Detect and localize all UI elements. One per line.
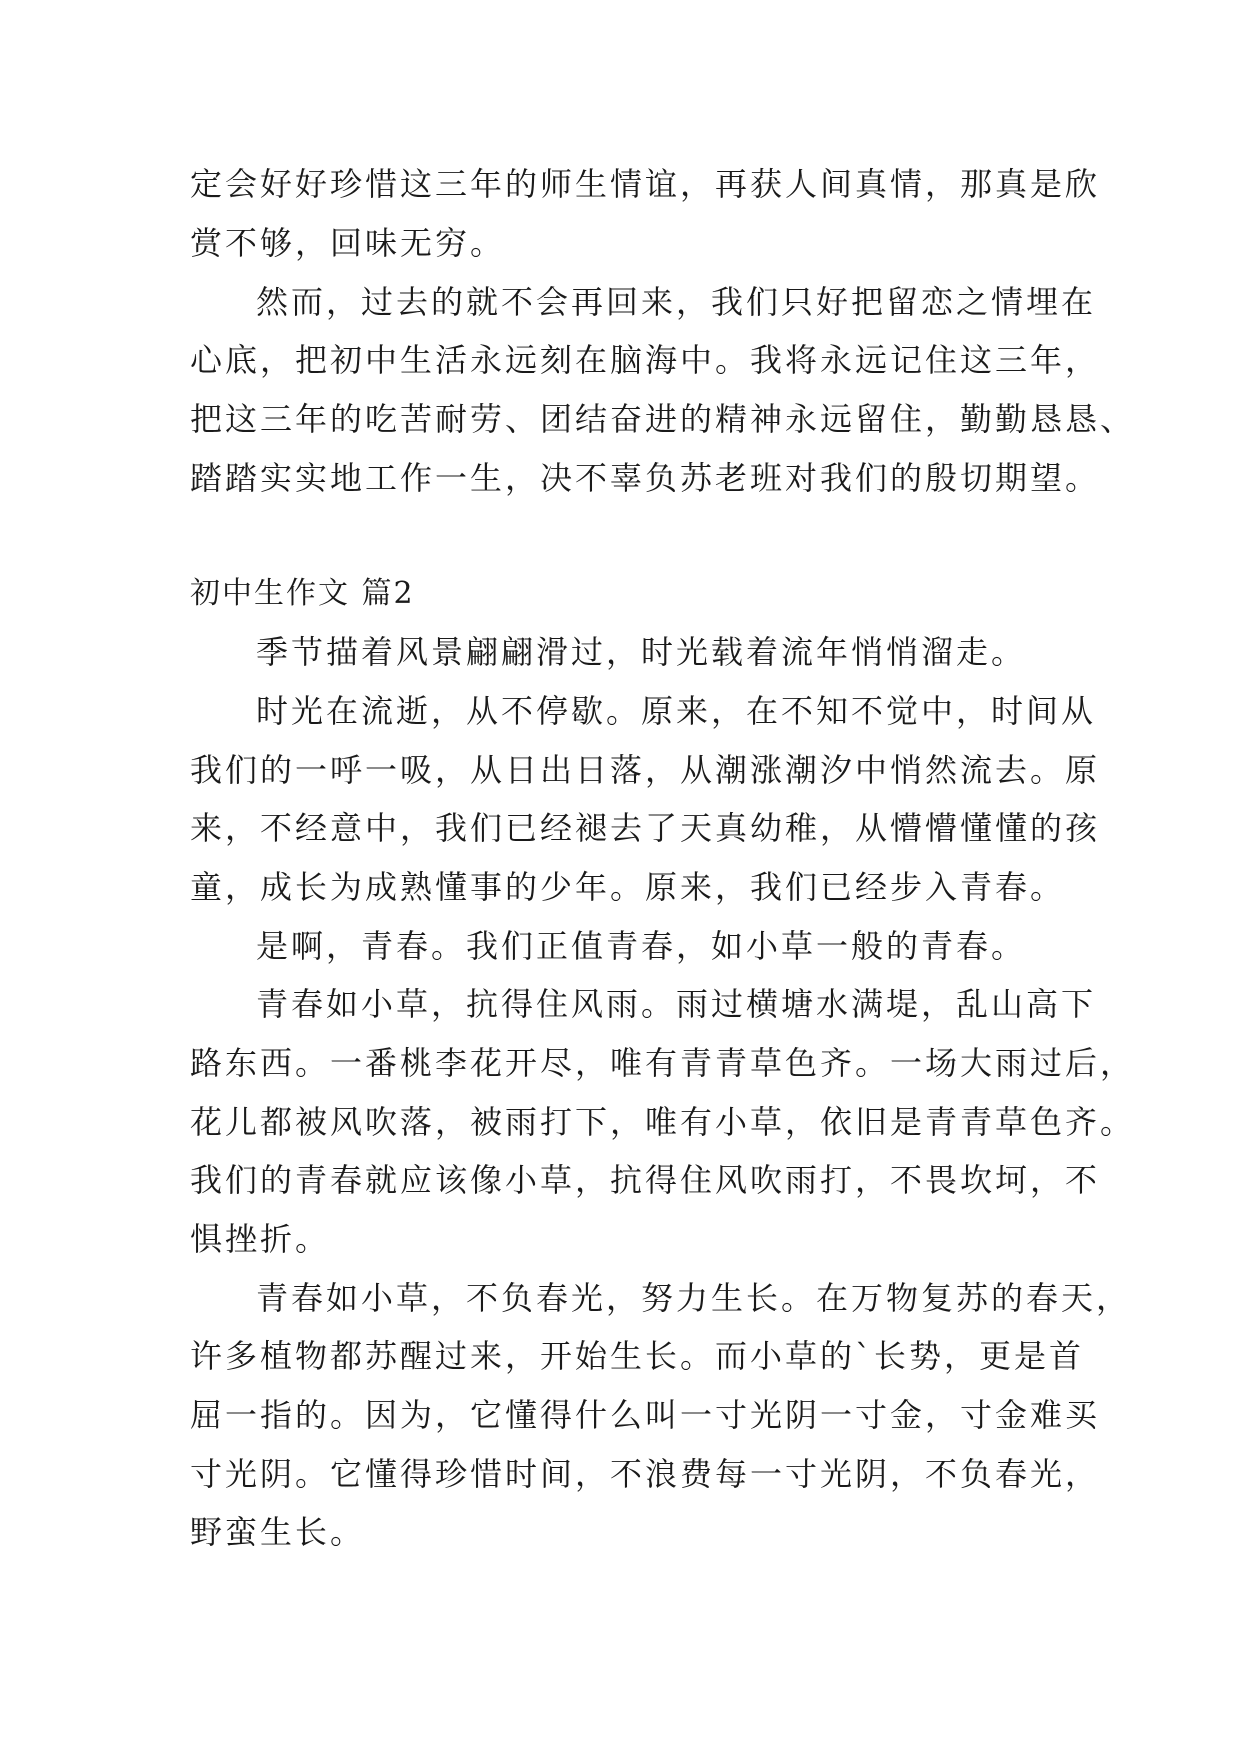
paragraph-first-line: 青春如小草，抗得住风雨。雨过横塘水满堤，乱山高下	[256, 985, 1097, 1023]
text-line: 许多植物都苏醒过来，开始生长。而小草的`长势，更是首	[190, 1337, 1085, 1375]
text-line: 野蛮生长。	[190, 1513, 366, 1551]
text-line: 定会好好珍惜这三年的师生情谊，再获人间真情，那真是欣	[190, 165, 1101, 203]
text-line: 把这三年的吃苦耐劳、团结奋进的精神永远留住，勤勤恳恳、	[190, 400, 1136, 438]
text-line: 惧挫折。	[190, 1220, 331, 1258]
paragraph-first-line: 时光在流逝，从不停歇。原来，在不知不觉中，时间从	[256, 692, 1097, 730]
section-title: 初中生作文 篇2	[190, 576, 415, 611]
text-line: 我们的一呼一吸，从日出日落，从潮涨潮汐中悄然流去。原	[190, 751, 1101, 789]
text-line: 寸光阴。它懂得珍惜时间，不浪费每一寸光阴，不负春光，	[190, 1455, 1101, 1493]
paragraph-first-line: 然而，过去的就不会再回来，我们只好把留恋之情埋在	[256, 283, 1097, 321]
text-line: 花儿都被风吹落，被雨打下，唯有小草，依旧是青青草色齐。	[190, 1103, 1136, 1141]
text-line: 赏不够，回味无穷。	[190, 224, 506, 262]
text-line: 来，不经意中，我们已经褪去了天真幼稚，从懵懵懂懂的孩	[190, 809, 1101, 847]
paragraph-first-line: 是啊，青春。我们正值青春，如小草一般的青春。	[256, 927, 1027, 965]
text-line: 路东西。一番桃李花开尽，唯有青青草色齐。一场大雨过后，	[190, 1044, 1136, 1082]
text-line: 屈一指的。因为，它懂得什么叫一寸光阴一寸金，寸金难买	[190, 1396, 1101, 1434]
text-line: 童，成长为成熟懂事的少年。原来，我们已经步入青春。	[190, 868, 1066, 906]
text-line: 踏踏实实地工作一生，决不辜负苏老班对我们的殷切期望。	[190, 459, 1101, 497]
paragraph-first-line: 青春如小草，不负春光，努力生长。在万物复苏的春天，	[256, 1279, 1132, 1317]
text-line: 心底，把初中生活永远刻在脑海中。我将永远记住这三年，	[190, 341, 1101, 379]
text-line: 我们的青春就应该像小草，抗得住风吹雨打，不畏坎坷，不	[190, 1161, 1101, 1199]
paragraph-first-line: 季节描着风景翩翩滑过，时光载着流年悄悄溜走。	[256, 633, 1027, 671]
